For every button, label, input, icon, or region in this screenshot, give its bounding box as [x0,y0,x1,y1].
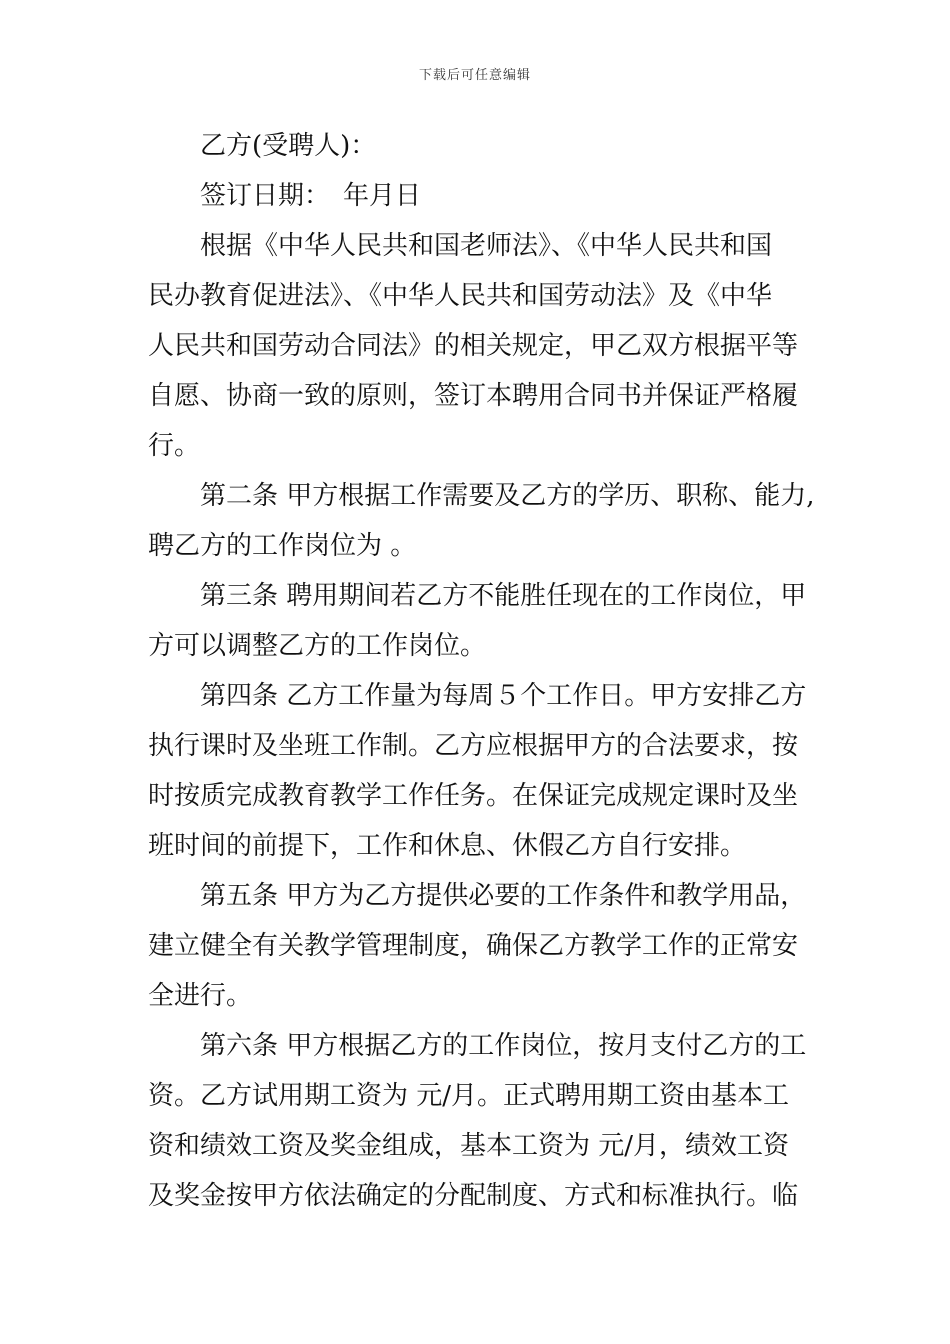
document-line: 时按质完成教育教学工作任务。在保证完成规定课时及坐 [148,781,799,811]
document-line: 第四条 乙方工作量为每周５个工作日。甲方安排乙方 [200,681,807,711]
document-line: 班时间的前提下，工作和休息、休假乙方自行安排。 [148,831,747,861]
document-line: 第五条 甲方为乙方提供必要的工作条件和教学用品， [200,881,807,911]
document-line: 民办教育促进法》、《中华人民共和国劳动法》及《中华 [148,281,773,311]
document-line: 乙方(受聘人)： [200,131,377,161]
page-header-note: 下载后可任意编辑 [418,68,531,83]
document-line: 根据《中华人民共和国老师法》、《中华人民共和国 [200,231,773,261]
document-line: 执行课时及坐班工作制。乙方应根据甲方的合法要求，按 [148,731,799,761]
document-line: 人民共和国劳动合同法》的相关规定，甲乙双方根据平等 [148,331,799,361]
document-line: 建立健全有关教学管理制度，确保乙方教学工作的正常安 [148,931,799,961]
document-line: 资和绩效工资及奖金组成，基本工资为 元/月，绩效工资 [148,1131,790,1161]
document-line: 第三条 聘用期间若乙方不能胜任现在的工作岗位，甲 [200,581,807,611]
document-line: 自愿、协商一致的原则，签订本聘用合同书并保证严格履 [148,381,799,411]
document-body [148,121,818,1221]
document-line: 签订日期： 年月日 [200,181,422,211]
document-line: 全进行。 [148,981,253,1011]
document-line: 聘乙方的工作岗位为 。 [148,531,417,561]
document-line: 及奖金按甲方依法确定的分配制度、方式和标准执行。临 [148,1181,799,1211]
document-line: 资。乙方试用期工资为 元/月。正式聘用期工资由基本工 [148,1081,790,1111]
document-line: 方可以调整乙方的工作岗位。 [148,631,487,661]
document-line: 行。 [148,431,201,461]
document-line: 第六条 甲方根据乙方的工作岗位，按月支付乙方的工 [200,1031,807,1061]
document-line: 第二条 甲方根据工作需要及乙方的学历、职称、能力, [200,481,815,511]
